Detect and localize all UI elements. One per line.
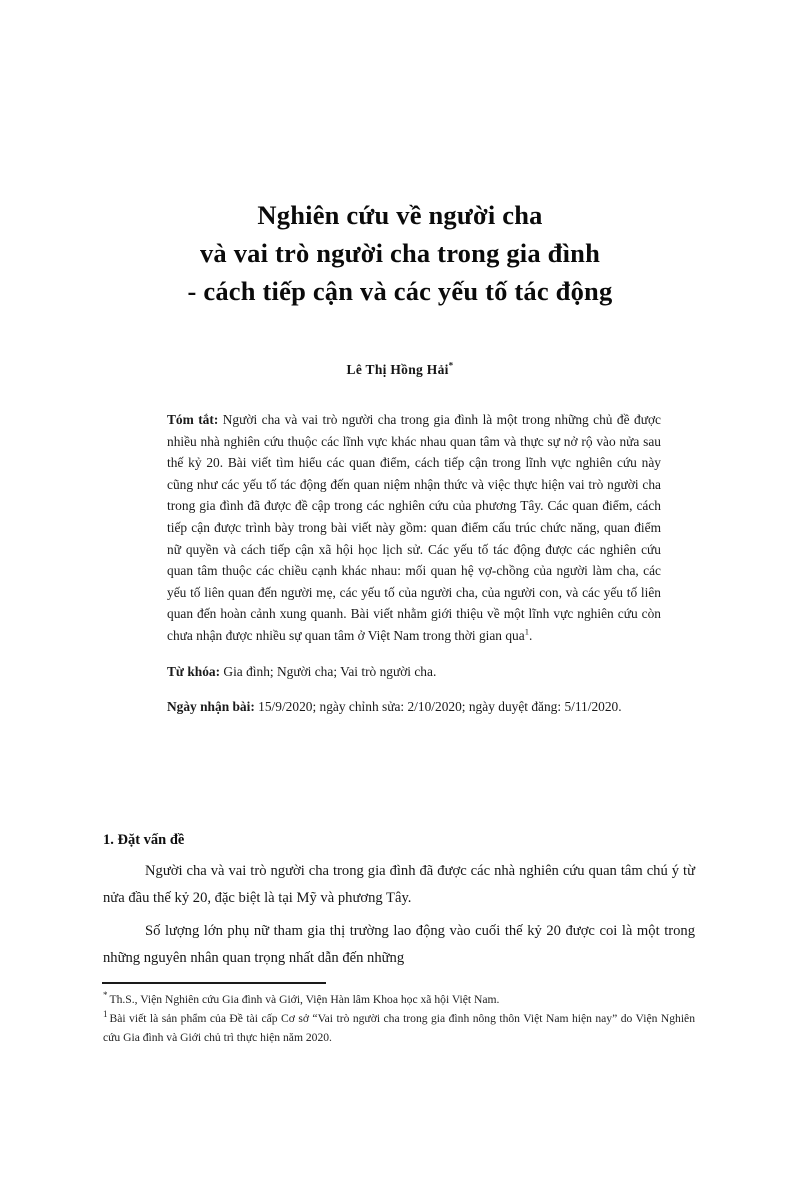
keywords-line: [167, 661, 661, 683]
dates-line: [167, 696, 661, 718]
author-footnote-marker: *: [448, 360, 454, 371]
title-line-2: và vai trò người cha trong gia đình: [199, 238, 601, 268]
keywords-label: Từ khóa:: [167, 663, 221, 679]
footnote-block: [103, 990, 695, 1047]
section-body-1: [103, 858, 695, 971]
abstract-label: Tóm tắt:: [167, 412, 219, 427]
abstract-end-punctuation: .: [528, 627, 533, 643]
abstract-footnote-marker: 1: [524, 626, 529, 637]
footnote-text: Th.S., Viện Nghiên cứu Gia đình và Giới, Viện Hàn lâm Khoa học xã hội Việt Nam.: [109, 993, 500, 1006]
title-line-3: - cách tiếp cận và các yếu tố tác động: [187, 276, 613, 306]
keywords-text: Gia đình; Người cha; Vai trò người cha.: [220, 663, 437, 679]
dates-label: Ngày nhận bài:: [167, 699, 255, 715]
author-byline: [100, 362, 700, 378]
footnote-separator: [102, 982, 326, 984]
footnote-marker: *: [103, 990, 108, 1001]
section-heading-1: 1. Đặt vấn đề: [103, 832, 185, 848]
footnote-marker: 1: [103, 1009, 108, 1020]
body-paragraph-2: Số lượng lớn phụ nữ tham gia thị trường lao động vào cuối thế kỷ 20 được coi là một trong những nguyên nhân quan trọng nhất dẫn đến những: [103, 923, 695, 966]
title-line-1: Nghiên cứu về người cha: [257, 200, 543, 230]
abstract-block: [167, 409, 661, 731]
footnote-item: [103, 1009, 695, 1047]
page-title: [100, 196, 700, 310]
dates-text: 15/9/2020; ngày chỉnh sửa: 2/10/2020; ngày duyệt đăng: 5/11/2020.: [254, 699, 622, 715]
author-name: Lê Thị Hồng Hải: [346, 362, 449, 377]
footnote-item: [103, 990, 695, 1009]
abstract-paragraph: [167, 409, 661, 647]
abstract-text: Người cha và vai trò người cha trong gia đình là một trong những chủ đề được nhiều nhà nghiên cứu thuộc các lĩnh vực khác nhau quan tâm và thực sự nở rộ vào nửa sau thế kỷ 20. Bài viết tìm hiểu các quan điểm, cách tiếp cận trong lĩnh vực nghiên cứu này cũng như các yếu tố tác động đến quan niệm nhận thức và việc thực hiện vai trò người cha trong gia đình đã được đề cập trong các nghiên cứu của phương Tây. Các quan điểm, cách tiếp cận được trình bày trong bài viết này gồm: quan điểm cấu trúc chức năng, quan điểm nữ quyền và cách tiếp cận xã hội học lịch sử. Các yếu tố tác động được các nghiên cứu quan tâm thuộc các chiều cạnh khác nhau: mối quan hệ vợ-chồng của người làm cha, các yếu tố liên quan đến người mẹ, các yếu tố của người cha, của người con, và các yếu tố liên quan đến hoàn cảnh xung quanh. Bài viết nhằm giới thiệu về một lĩnh vực nghiên cứu còn chưa nhận được nhiều sự quan tâm ở Việt Nam trong thời gian qua: [167, 412, 661, 643]
body-paragraph-1: Người cha và vai trò người cha trong gia đình đã được các nhà nghiên cứu quan tâm chú ý từ nửa đầu thế kỷ 20, đặc biệt là tại Mỹ và phương Tây.: [103, 863, 695, 906]
footnote-text: Bài viết là sản phẩm của Đề tài cấp Cơ sở “Vai trò người cha trong gia đình nông thôn Việt Nam hiện nay” do Viện Nghiên cứu Gia đình và Giới chủ trì thực hiện năm 2020.: [103, 1012, 695, 1044]
